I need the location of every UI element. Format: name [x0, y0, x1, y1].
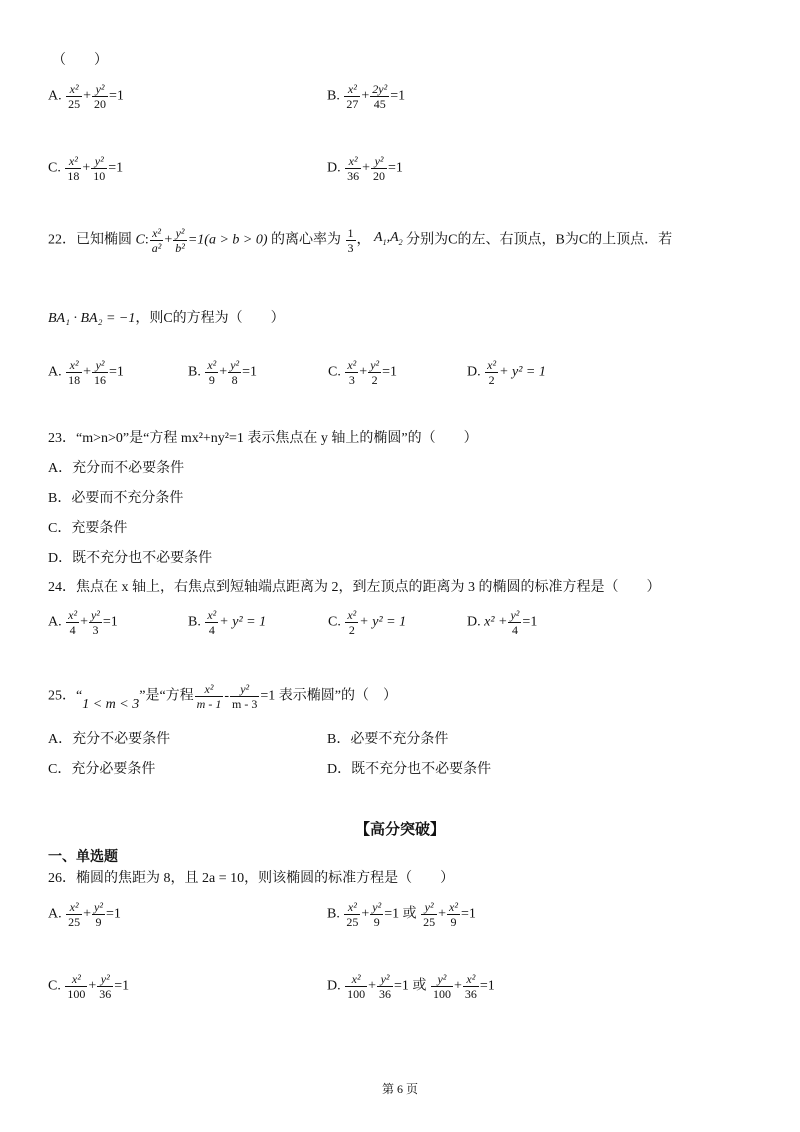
- section-title: 【高分突破】: [354, 822, 445, 838]
- q22-option-d[interactable]: D. $\frac{\text{x²}}{2}$ + y² = 1: [467, 358, 546, 387]
- q21-option-a[interactable]: A. $\frac{\text{x²}}{25}$ + $\frac{\text{y²}}{20}$ =1: [48, 82, 124, 111]
- q21-option-c[interactable]: C. $\frac{\text{x²}}{18}$ + $\frac{\text{y²}}{10}$ =1: [48, 154, 124, 183]
- q24-option-a[interactable]: A. $\frac{\text{x²}}{4}$ + $\frac{\text{y²}}{3}$ =1: [48, 608, 118, 637]
- q26-stem: 26．椭圆的焦距为 8，且 2a = 10，则该椭圆的标准方程是（ ）: [48, 871, 455, 886]
- q22-option-a[interactable]: A. $\frac{\text{x²}}{18}$ + $\frac{\text{y²}}{16}$ =1: [48, 358, 124, 387]
- q25-option-c[interactable]: C．充分必要条件: [48, 762, 156, 777]
- q26-option-b[interactable]: B. $\frac{\text{x²}}{25}$ + $\frac{\text{y²}}{9}$ =1 或 $\frac{\text{y²}}{25}$ + $\frac{\text{x²}}{9}$ =1: [327, 900, 476, 929]
- q23-option-c[interactable]: C．充要条件: [48, 521, 128, 536]
- q24-stem: 24．焦点在 x 轴上，右焦点到短轴端点距离为 2，到左顶点的距离为 3 的椭圆的标准方程是（ ）: [48, 580, 661, 595]
- q21-option-b[interactable]: B. $\frac{\text{x²}}{27}$ + $\frac{\text{2y²}}{45}$ =1: [327, 82, 406, 111]
- page-number: 第 6 页: [381, 1082, 418, 1096]
- q26-option-c[interactable]: C. $\frac{\text{x²}}{100}$ + $\frac{\text{y²}}{36}$ =1: [48, 972, 130, 1001]
- q23-option-a[interactable]: A．充分而不必要条件: [48, 461, 185, 476]
- q25-option-b[interactable]: B．必要不充分条件: [327, 732, 449, 747]
- section-subtitle: 一、单选题: [48, 850, 118, 865]
- q24-option-c[interactable]: C. $\frac{\text{x²}}{2}$ + y² = 1: [328, 608, 407, 637]
- q25-option-d[interactable]: D．既不充分也不必要条件: [327, 762, 492, 777]
- q22-option-b[interactable]: B. $\frac{\text{x²}}{9}$ + $\frac{\text{y²}}{8}$ =1: [188, 358, 258, 387]
- q26-option-a[interactable]: A. $\frac{\text{x²}}{25}$ + $\frac{\text{y²}}{9}$ =1: [48, 900, 121, 929]
- q22-condition: BA₁ · BA₂ = −1，则C的方程为（ ）: [48, 311, 285, 326]
- q23-option-b[interactable]: B．必要而不充分条件: [48, 491, 184, 506]
- option-label: C.: [48, 160, 61, 176]
- q25-option-a[interactable]: A．充分不必要条件: [48, 732, 171, 747]
- q26-option-d[interactable]: D. $\frac{\text{x²}}{100}$ + $\frac{\text{y²}}{36}$ =1 或 $\frac{\text{y²}}{100}$ + $\frac{\text{x²}}{36}$ =1: [327, 972, 495, 1001]
- q23-option-d[interactable]: D．既不充分也不必要条件: [48, 551, 213, 566]
- q24-option-b[interactable]: B. $\frac{\text{x²}}{4}$ + y² = 1: [188, 608, 267, 637]
- option-label: A.: [48, 88, 62, 104]
- option-label: D.: [327, 160, 341, 176]
- q22-option-c[interactable]: C. $\frac{\text{x²}}{3}$ + $\frac{\text{y²}}{2}$ =1: [328, 358, 398, 387]
- q21-paren: （ ）: [52, 53, 108, 68]
- q25-stem: 25．“1 < m < 3”是“方程 $\frac{\text{x²}}{m - 1}$ - $\frac{\text{y²}}{m - 3}$ =1 表示椭圆”的（ ）: [48, 682, 397, 712]
- option-label: B.: [327, 88, 340, 104]
- q24-option-d[interactable]: D. x² + $\frac{\text{y²}}{4}$ =1: [467, 608, 538, 637]
- q22-stem: 22．已知椭圆 C: $\frac{\text{x²}}{\text{a²}}$ + $\frac{\text{y²}}{\text{b²}}$ =1(a > b > 0) 的离心率为 $\frac{1}{3}$ ， $A_1,A_2$ 分别为C的左、右顶点，B为C的上顶点．若: [48, 226, 673, 255]
- q21-option-d[interactable]: D. $\frac{\text{x²}}{36}$ + $\frac{\text{y²}}{20}$ =1: [327, 154, 403, 183]
- q23-stem: 23．“m>n>0”是“方程 mx²+ny²=1 表示焦点在 y 轴上的椭圆”的（ ）: [48, 431, 478, 446]
